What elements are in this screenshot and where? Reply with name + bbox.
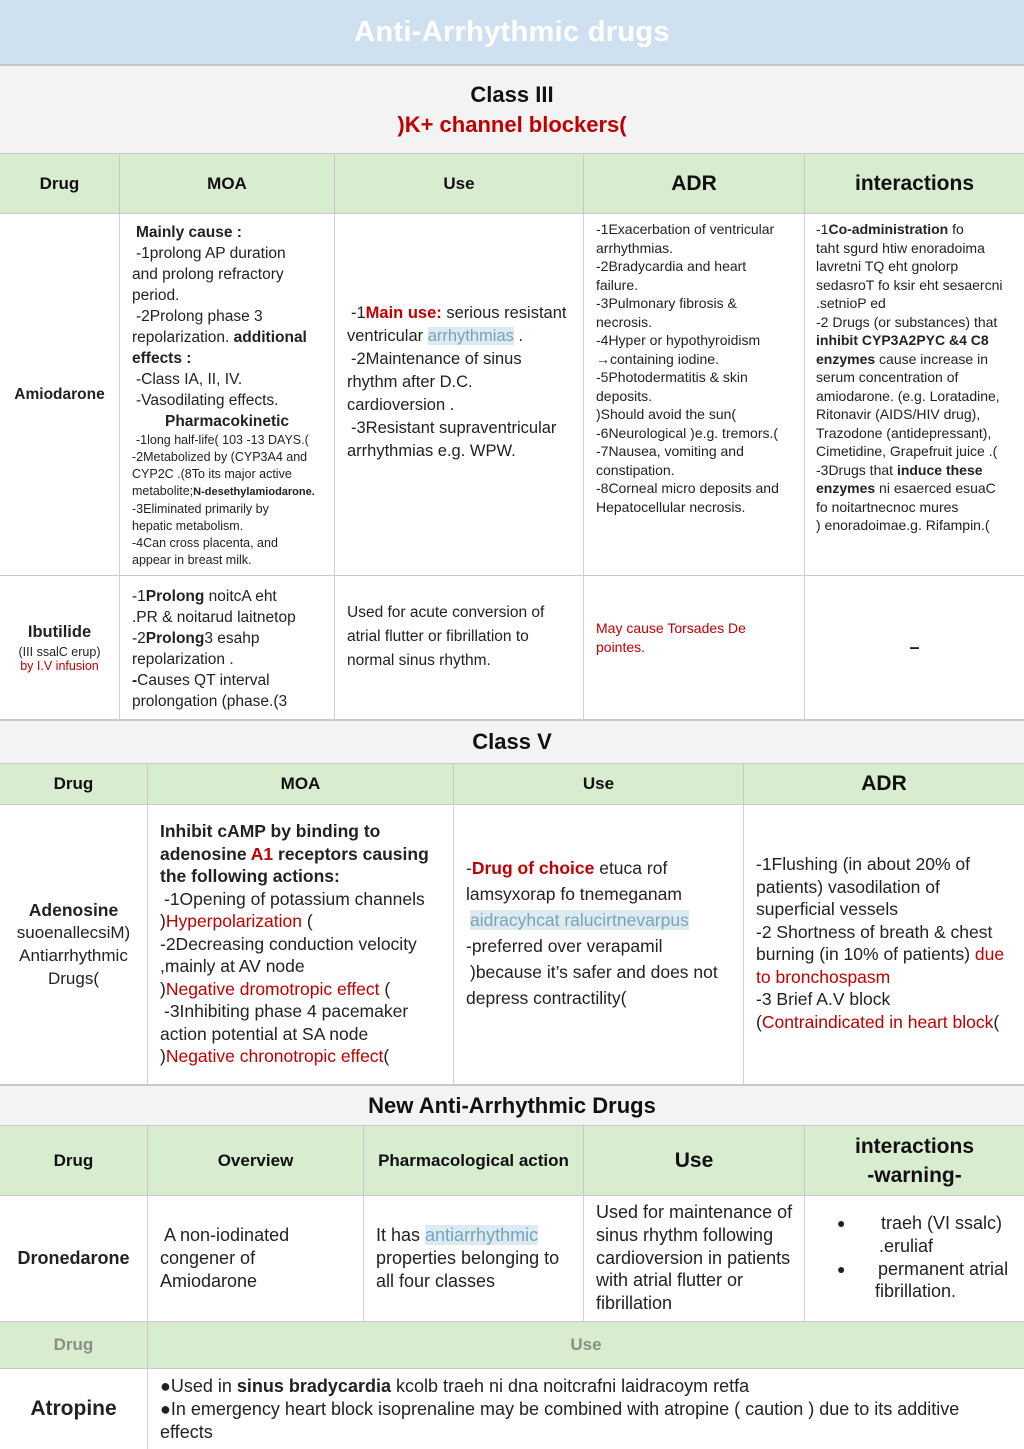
moa-line: Causes QT interval [137,672,270,689]
adenosine-drug-cell [0,805,148,1085]
moa-line: ) [160,978,166,999]
use-line: -2Maintenance of sinus [351,350,522,368]
moa-mainly-cause: Mainly cause : [136,224,242,241]
warning-item [835,1258,1024,1304]
pk-line: appear in breast milk. [132,553,252,567]
adr-line: May cause Torsades De [596,620,746,636]
pk-line: -4Can cross placenta, and [132,536,278,550]
int-line: -3Drugs that [816,461,897,478]
adr-line: patients) vasodilation of [756,876,940,897]
adr-line: -1Exacerbation of ventricular [596,221,775,237]
adr-line: -7Nausea, vomiting and [596,443,744,459]
adr-line: necrosis. [596,313,653,330]
page-title-bar [0,0,1024,66]
int-line: fo [948,221,964,237]
overview-line: A non-iodinated [164,1225,290,1245]
moa-line: repolarization . [132,651,234,668]
use-highlight: arrhythmias [427,327,514,345]
ibutilide-drug-name: Ibutilide [27,622,92,641]
dronedarone-drug-cell [0,1196,148,1322]
dronedarone-use-cell [584,1196,805,1322]
moa-line: ( [383,1046,390,1066]
new-header-overview: Overview [148,1126,364,1196]
adr-line: ( [993,1011,1000,1032]
class5-header-adr: ADR [744,764,1024,805]
moa-line: prolongation (phase.(3 [132,693,288,710]
main-use-label: Main use: [365,304,442,322]
adr-line: failure. [596,276,639,293]
pk-line: -1long half-life( 103 -13 DAYS.( [136,433,309,447]
adr-line: -5Photodermatitis & skin [596,369,748,385]
moa-line: -2 [132,630,146,647]
int-line: ) enoradoimae.g. Rifampin.( [816,517,990,533]
adr-red: due [974,944,1005,964]
dronedarone-warnings-cell [805,1196,1024,1322]
action-line: It has [376,1225,426,1245]
adr-line: )Should avoid the sun( [596,406,737,422]
new-drugs-title: New Anti-Arrhythmic Drugs [368,1092,656,1118]
warning-line: fibrillation. [875,1281,957,1302]
use-line: )because it’s safer and does not [470,962,718,982]
use-line: ventricular [347,327,428,345]
adenosine-note: suoenallecsiM) [16,922,131,942]
moa-line: 3 esahp [204,630,260,647]
use-line: . [513,327,524,345]
atropine-header-drug: Drug [0,1322,148,1369]
dronedarone-drug-name: Dronedarone [17,1248,130,1268]
moa-line: period. [132,287,180,304]
pk-metabolite: N-desethylamiodarone. [193,486,315,498]
moa-red: Negative chronotropic effect [165,1046,384,1066]
int-line: lavretni TQ eht gnolorp [816,258,959,274]
adenosine-moa-cell [148,805,454,1085]
atropine-drug-name: Atropine [30,1397,117,1420]
moa-line: .PR & noitarud laitnetop [132,609,296,626]
class5-header-use: Use [454,764,744,805]
use-bold: sinus bradycardia [236,1376,391,1396]
pk-line: hepatic metabolism. [132,519,244,533]
class3-header-use: Use [335,154,584,214]
adr-line: -3Pulmonary fibrosis & [596,295,737,311]
amiodarone-drug-cell [0,214,120,576]
amiodarone-moa-cell [120,214,335,576]
warning-label: -warning- [867,1163,962,1187]
moa-line: ) [160,1046,166,1066]
int-line: Trazodone (antidepressant), [816,424,992,441]
pk-line: -3Eliminated primarily by [132,502,269,516]
class3-header-interactions: interactions [805,154,1024,214]
use-line: -preferred over verapamil [466,936,663,956]
warning-line: ● traeh (VI ssalc) [881,1213,1003,1233]
int-line: amiodarone. (e.g. Loratadine, [816,387,1000,404]
moa-line: -3Inhibiting phase 4 pacemaker [164,1001,409,1021]
moa-line: ( [379,978,391,999]
adr-red: Contraindicated in heart block [761,1011,994,1032]
use-line: -3Resistant supraventricular [351,419,557,437]
moa-additional-label: additional [233,329,307,346]
int-line: cause increase in [875,350,988,367]
use-line: sinus rhythm following [596,1224,774,1245]
ibutilide-moa-cell [120,576,335,720]
interactions-none: – [909,637,920,657]
int-bold: enzymes [816,480,876,496]
adr-line: superficial vessels [756,899,898,919]
adr-line: constipation. [596,461,675,478]
use-line: depress contractility( [466,988,627,1008]
int-line: .setnioP ed [816,295,886,311]
moa-line: -1 [132,588,146,605]
moa-effects-label: effects : [132,350,192,367]
drug-of-choice-label: Drug of choice [471,858,595,878]
new-drugs-section-header [0,1085,1024,1126]
moa-line: -1Opening of potassium channels [164,888,425,909]
use-line: atrial flutter or fibrillation to [347,628,529,645]
moa-bold: Prolong [145,630,205,647]
adr-line: -3 Brief A.V block [756,989,891,1009]
class3-header-moa: MOA [120,154,335,214]
use-line: effects [160,1421,213,1442]
moa-bold: - [132,672,138,689]
class3-header-adr: ADR [584,154,805,214]
interactions-label: interactions [854,1134,975,1158]
moa-line: and prolong refractory [132,266,284,283]
adenosine-note: Drugs( [47,968,99,988]
moa-line: -Class IA, II, IV. [136,371,243,388]
int-line: serum concentration of [816,369,959,385]
adr-red: to bronchospasm [756,966,891,987]
class5-section-header [0,720,1024,764]
moa-line: -Vasodilating effects. [136,392,279,409]
class3-header-drug: Drug [0,154,120,214]
page-title: Anti-Arrhythmic drugs [354,15,670,48]
use-line: etuca rof [594,858,668,878]
int-bold: enzymes [816,350,876,367]
adenosine-note: Antiarrhythmic [19,945,128,965]
adr-line: Hepatocellular necrosis. [596,498,746,515]
moa-bold: Prolong [145,588,205,605]
class3-section-header [0,65,1024,154]
moa-bold: adenosine [160,843,251,864]
use-line: Used for acute conversion of [347,604,545,621]
ibutilide-class-note: (III ssalC erup) [18,644,101,659]
moa-line: -2Decreasing conduction velocity [160,933,417,954]
new-header-interactions [805,1126,1024,1196]
moa-red: Negative dromotropic effect [165,978,380,999]
adr-line: -8Corneal micro deposits and [596,480,779,496]
adr-line: -2 Shortness of breath & chest [756,921,993,942]
ibutilide-drug-cell [0,576,120,720]
moa-line: -1prolong AP duration [136,245,286,262]
int-bold: inhibit CYP3A2PYC &4 C8 [816,332,989,348]
warning-line: .eruliaf [879,1235,934,1256]
use-line: - [466,858,472,878]
adr-line: -1Flushing (in about 20% of [756,854,971,874]
int-line: -1 [816,221,829,237]
moa-line: action potential at SA node [160,1023,369,1044]
use-line: arrhythmias e.g. WPW. [347,442,516,460]
moa-red: Hyperpolarization [165,911,303,931]
use-line: cardioversion in patients [596,1247,791,1268]
moa-bold: receptors causing [273,843,429,864]
use-line: rhythm after D.C. [347,373,473,391]
adr-line: -6Neurological )e.g. tremors.( [596,424,779,441]
amiodarone-use-cell [335,214,584,576]
int-line: Cimetidine, Grapefruit juice .( [816,443,998,459]
ibutilide-interactions-cell [805,576,1024,720]
amiodarone-adr-cell [584,214,805,576]
moa-bold: Inhibit cAMP by binding to [160,821,381,841]
moa-line: ,mainly at AV node [160,956,305,976]
warning-line: ● permanent atrial [878,1258,1009,1279]
ibutilide-route-note: by I.V infusion [20,658,99,673]
use-line: with atrial flutter or [596,1270,744,1291]
use-line: cardioversion . [347,396,455,414]
use-line: ●In emergency heart block isoprenaline may be combined with atropine ( caution ) due to its additive [160,1398,960,1419]
adr-line: burning (in 10% of patients) [756,944,975,964]
ibutilide-adr-cell [584,576,805,720]
pharmacokinetic-title: Pharmacokinetic [165,413,290,430]
int-line: ni esaerced esuaC [875,480,996,496]
atropine-use-cell [148,1369,1024,1449]
int-line: Ritonavir (AIDS/HIV drug), [816,406,981,422]
action-highlight: antiarrhythmic [425,1225,539,1245]
new-header-use: Use [584,1126,805,1196]
action-line: all four classes [376,1270,496,1291]
adr-line: -4Hyper or hypothyroidism [596,332,761,348]
adr-line: ( [756,1011,762,1032]
use-line: kcolb traeh ni dna noitcrafni laidracoym retfa [390,1376,750,1396]
int-line: -2 Drugs (or substances) that [816,313,998,330]
use-line: ●Used in [160,1376,237,1396]
class5-header-drug: Drug [0,764,148,805]
adenosine-adr-cell [744,805,1024,1085]
pk-line: -2Metabolized by (CYP3A4 and [132,450,308,464]
moa-line: ) [160,911,166,931]
amiodarone-interactions-cell [805,214,1024,576]
overview-line: congener of [160,1247,256,1268]
pk-line: metabolite; [132,484,194,498]
dronedarone-action-cell [364,1196,584,1322]
use-highlight: aidracyhcat ralucirtnevarpus [470,910,689,930]
ibutilide-use-cell [335,576,584,720]
class5-header-moa: MOA [148,764,454,805]
class5-title: Class V [472,729,552,754]
use-line: fibrillation [596,1293,673,1314]
atropine-header-use: Use [148,1322,1024,1369]
amiodarone-drug-name: Amiodarone [14,385,105,403]
int-bold: Co-administration [828,221,949,237]
adenosine-use-cell [454,805,744,1085]
use-line: lamsyxorap fo tnemeganam [466,884,682,904]
class3-subtitle: )K+ channel blockers( [397,111,627,137]
int-bold: induce these [896,461,983,478]
overview-line: Amiodarone [160,1270,258,1291]
adr-line: deposits. [596,387,653,404]
warning-item [835,1212,1024,1258]
moa-line: noitcA eht [204,588,277,605]
int-line: taht sgurd htiw enoradoima [816,239,985,256]
adenosine-drug-name: Adenosine [28,899,119,920]
pk-line: CYP2C .(8To its major active [132,467,292,481]
action-line: properties belonging to [376,1247,560,1268]
moa-line: repolarization. [132,329,234,346]
use-line: Used for maintenance of [596,1202,793,1222]
adr-line: pointes. [596,638,646,655]
dronedarone-overview-cell [148,1196,364,1322]
moa-line: -2Prolong phase 3 [136,308,263,325]
int-line: fo noitartnecnoc mures [816,498,959,515]
atropine-drug-cell [0,1369,148,1449]
adr-line: →containing iodine. [596,350,719,367]
use-line: -1 [351,304,366,322]
adr-line: -2Bradycardia and heart [596,258,747,274]
new-header-drug: Drug [0,1126,148,1196]
class3-title: Class III [470,81,554,107]
adr-line: arrhythmias. [596,239,674,256]
moa-a1-receptor: A1 [250,843,274,864]
new-header-action: Pharmacological action [364,1126,584,1196]
moa-bold: the following actions: [160,866,340,886]
moa-line: ( [302,911,313,931]
int-line: sedasroT fo ksir eht sesaercni [816,276,1003,293]
use-line: serious resistant [441,304,567,322]
use-line: normal sinus rhythm. [347,652,491,669]
